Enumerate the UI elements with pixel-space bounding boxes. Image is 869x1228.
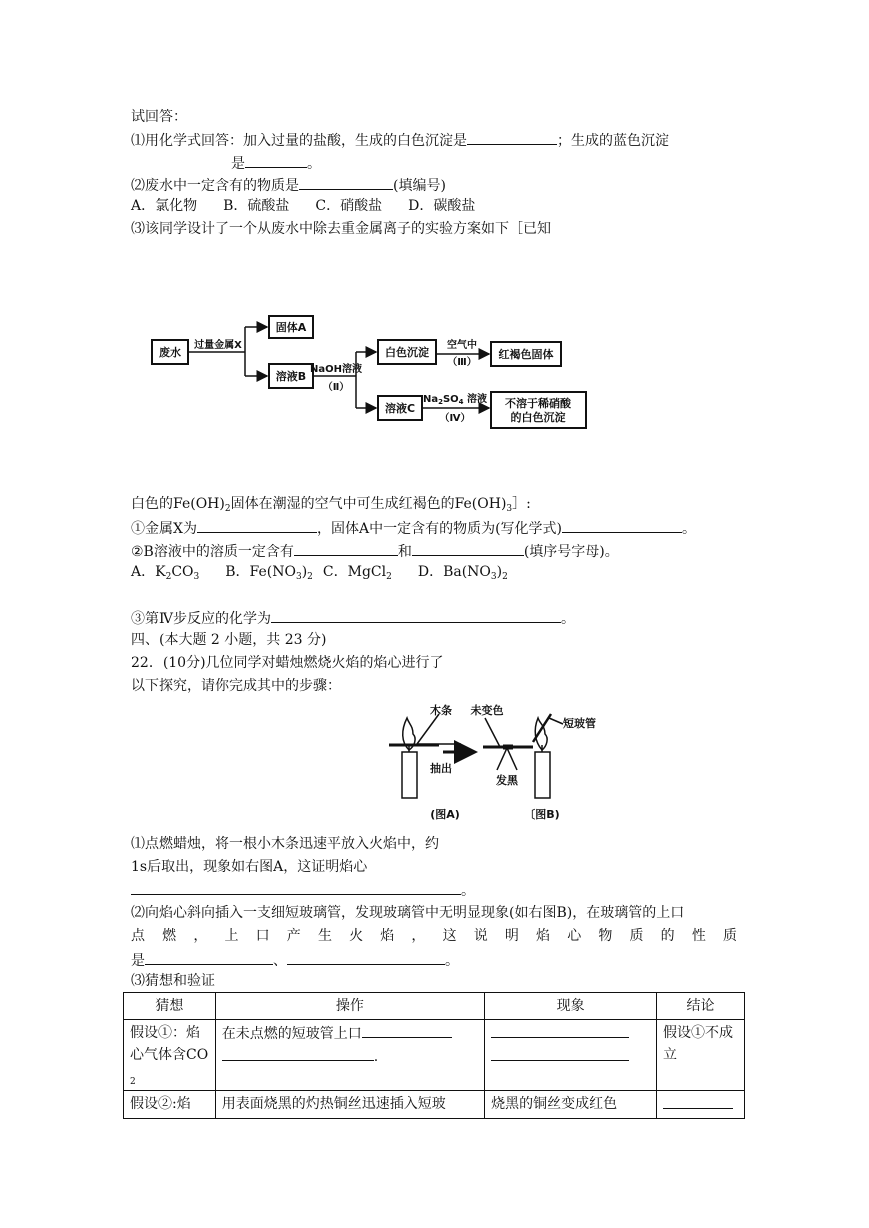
q3-s2-blank-2[interactable] [412, 540, 524, 556]
candle-figure [385, 700, 610, 828]
q3-s1-end: 。 [682, 521, 697, 537]
q22-line2: 以下探究，请你完成其中的步骤： [131, 678, 341, 694]
p2-char: 口 [255, 928, 270, 944]
q3-known-sub2: 3 [506, 504, 513, 514]
p2-char: 上 [224, 928, 239, 944]
q1-blank-white[interactable] [467, 129, 557, 145]
q1-line1 [131, 129, 669, 151]
flow-step-3: （Ⅲ） [447, 357, 477, 368]
flow-naoh-label: NaOH溶液 [310, 364, 362, 375]
p2-char: 质 [629, 928, 644, 944]
intro-text: 试回答： [131, 109, 187, 125]
q3-sub1 [131, 517, 696, 539]
flow-chart [148, 298, 593, 430]
q22-p2-line1: ⑵向焰心斜向插入一支细短玻璃管，发现玻璃管中无明显现象(如右图B)，在玻璃管的上口 [131, 905, 685, 921]
q3-option-c: C．MgCl$_2$ [322, 564, 392, 582]
q22-p2-sep: 、 [273, 953, 287, 969]
header-phenomenon: 现象 [485, 993, 657, 1020]
flow-waste: 废水 [159, 346, 181, 359]
cell-conclusion-2 [657, 1091, 745, 1119]
q3-s2-options [131, 562, 534, 582]
p2-char: 燃 [162, 928, 177, 944]
q3-s1-blank-metal[interactable] [197, 517, 317, 533]
hypothesis-table [123, 992, 745, 1119]
label-stick: 木条 [430, 704, 452, 717]
section-four-title: 四、(本大题 2 小题，共 23 分) [131, 632, 327, 648]
flow-red-brown: 红褐色固体 [498, 348, 554, 361]
header-conclusion: 结论 [657, 993, 745, 1020]
p2-char: ， [193, 928, 208, 944]
label-blackened: 发黑 [496, 774, 518, 787]
q3-s3-blank[interactable] [271, 607, 561, 623]
op1-blank-b[interactable] [222, 1045, 374, 1061]
flow-solution-c: 溶液C [384, 402, 416, 415]
caption-figure-b: 〔图B) [524, 808, 560, 821]
flow-arrow1-label: 过量金属X [194, 340, 242, 351]
cell-phenomenon-2: 烧黑的铜丝变成红色 [485, 1091, 657, 1119]
p2-char: 心 [567, 928, 582, 944]
candle-a-body [402, 752, 417, 798]
table-header-row [124, 993, 745, 1020]
q3-s2-blank-1[interactable] [294, 540, 398, 556]
p2-char: 这 [442, 928, 457, 944]
q22-p2-end: 。 [445, 953, 459, 969]
q1-line2 [231, 152, 321, 174]
q22-p2-blank-1[interactable] [145, 949, 273, 965]
q3-s2-and: 和 [397, 544, 412, 560]
q22-p1-line2: 1s后取出，现象如右图A，这证明焰心 [131, 859, 368, 875]
label-short-tube: 短玻管 [563, 717, 596, 730]
q2-text: ⑵废水中一定含有的物质是 [131, 178, 299, 194]
p2-char: 质 [722, 928, 737, 944]
q3-known-a: 白色的Fe(OH) [131, 496, 225, 512]
p2-char: ， [411, 928, 426, 944]
q3-s2-note: (填序号字母)。 [523, 544, 619, 560]
cell-phenomenon-1 [485, 1020, 657, 1091]
q22-p3-title: ⑶猜想和验证 [131, 973, 215, 989]
q3-text: ⑶该同学设计了一个从废水中除去重金属离子的实验方案如下［已知 [131, 221, 551, 237]
q22-line1: 22．(10分)几位同学对蜡烛燃烧火焰的焰心进行了 [131, 655, 444, 671]
header-guess: 猜想 [124, 993, 216, 1020]
p2-char: 性 [691, 928, 706, 944]
q3-option-d: D．$Ba(NO_3)_2$ [417, 564, 508, 582]
q2-line [131, 174, 446, 196]
concl2-blank[interactable] [663, 1093, 733, 1109]
q2-blank[interactable] [299, 174, 393, 190]
phen1-blank-a[interactable] [491, 1022, 629, 1038]
q3-known [131, 494, 531, 514]
op1-blank-a[interactable] [362, 1022, 452, 1038]
q3-known-sub: 2 [224, 504, 231, 514]
flow-solution-b: 溶液B [275, 370, 307, 383]
p2-char: 焰 [536, 928, 551, 944]
q22-p2-line2 [131, 926, 737, 946]
p2-char: 的 [660, 928, 675, 944]
q3-sub3 [131, 607, 575, 629]
q3-option-a: A．$K_2CO_3$ [131, 564, 200, 582]
q1-text: ⑴用化学式回答：加入过量的盐酸，生成的白色沉淀是 [131, 133, 467, 149]
p2-char: 物 [598, 928, 613, 944]
q22-p1-line1: ⑴点燃蜡烛，将一根小木条迅速平放入火焰中，约 [131, 836, 439, 852]
q3-known-b: 固体在潮湿的空气中可生成红褐色的Fe(OH) [230, 496, 507, 512]
p2-char: 火 [349, 928, 364, 944]
cell-operation-1: 在未点燃的短玻管上口 . [215, 1020, 484, 1091]
flow-step-4: （Ⅳ） [439, 413, 471, 424]
p2-char: 点 [131, 928, 145, 944]
caption-figure-a: (图A) [430, 808, 460, 821]
flow-solid-a: 固体A [275, 321, 307, 334]
q22-p1-end: 。 [461, 883, 475, 899]
q2-option-c: C．硝酸盐 [315, 198, 383, 214]
cell-operation-2: 用表面烧黑的灼热铜丝迅速插入短玻 [215, 1091, 484, 1119]
q1-end: 。 [307, 156, 321, 172]
p2-char: 明 [504, 928, 519, 944]
q2-option-b: B．硫酸盐 [223, 198, 290, 214]
cell-hypothesis-1: 假设①：焰心气体含$CO_2$ [124, 1020, 216, 1091]
flow-final-line1: 不溶于稀硝酸 [505, 397, 571, 410]
flow-step-2: （Ⅱ） [322, 382, 350, 393]
q3-s1-text: ①金属X为 [131, 521, 197, 537]
table-row [124, 1020, 745, 1091]
q3-s3-text: ③第Ⅳ步反应的化学为 [131, 611, 271, 627]
q2-option-d: D．碳酸盐 [408, 198, 476, 214]
q3-s2-text: ②B溶液中的溶质一定含有 [131, 544, 294, 560]
cell-hypothesis-2: 假设②:焰 [124, 1091, 216, 1119]
candle-b-body [535, 752, 550, 798]
q3-s1-blank-solid[interactable] [562, 517, 682, 533]
q22-p2-blank-2[interactable] [287, 949, 445, 965]
q1-line2-text: 是 [231, 156, 245, 172]
flow-air-label: 空气中 [447, 340, 477, 351]
q3-s3-end: 。 [561, 611, 575, 627]
q22-p2-is: 是 [131, 953, 145, 969]
q22-p2-line3 [131, 949, 459, 971]
q3-s1-text-b: ，固体A中一定含有的物质为(写化学式) [316, 521, 563, 537]
cell-conclusion-1: 假设①不成立 [657, 1020, 745, 1091]
flow-final-line2: 的白色沉淀 [510, 411, 566, 424]
q3-known-c: ］: [512, 496, 531, 512]
q2-options [131, 196, 501, 216]
flow-white-ppt: 白色沉淀 [385, 346, 429, 359]
q3-option-b: B．$Fe(NO_3)_2$ [225, 564, 313, 582]
q2-note: (填编号) [393, 178, 446, 194]
flow-na2so4-label: $Na_2SO_4$ 溶液 [422, 394, 488, 406]
p2-char: 生 [317, 928, 332, 944]
q22-p1-blank[interactable] [131, 879, 461, 895]
p2-char: 焰 [380, 928, 395, 944]
p2-char: 说 [473, 928, 488, 944]
q1-blank-blue[interactable] [245, 152, 307, 168]
table-row [124, 1091, 745, 1119]
header-operation: 操作 [215, 993, 484, 1020]
q1-sep: ；生成的蓝色沉淀 [557, 133, 669, 149]
label-pull-out: 抽出 [430, 762, 452, 775]
q2-option-a: A．氯化物 [131, 198, 198, 214]
q22-p1-line3 [131, 879, 475, 901]
label-unchanged: 未变色 [470, 704, 504, 717]
phen1-blank-b[interactable] [491, 1045, 629, 1061]
p2-char: 产 [286, 928, 301, 944]
q3-sub2 [131, 540, 619, 562]
